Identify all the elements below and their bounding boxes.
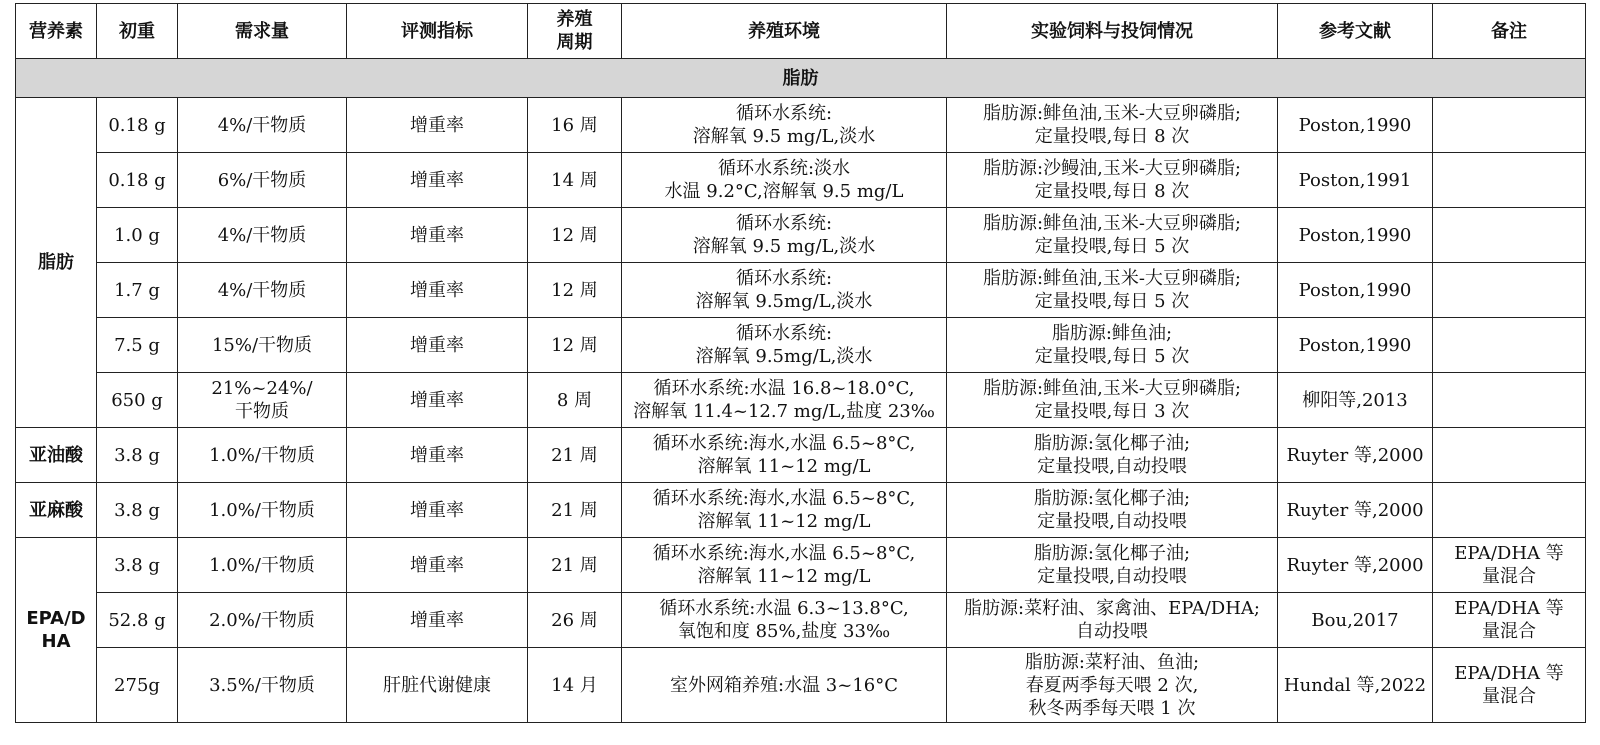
- cell-line: 脂肪源:菜籽油、鱼油;: [1024, 651, 1200, 673]
- nutrient-cell: 亚油酸: [16, 428, 97, 483]
- cell-line: 2.0%/干物质: [209, 609, 315, 631]
- environment-cell: [622, 538, 947, 593]
- header-reference: 参考文献: [1278, 4, 1433, 59]
- initial-weight-cell: 3.8 g: [97, 483, 178, 538]
- header-cycle: [528, 4, 622, 59]
- reference-cell: Ruyter 等,2000: [1278, 428, 1433, 483]
- note-cell: [1433, 373, 1586, 428]
- cell-line: 循环水系统:海水,水温 6.5~8°C,: [652, 433, 916, 454]
- feed-cell: [947, 208, 1278, 263]
- cell-line: 1.0%/干物质: [209, 499, 315, 521]
- environment-cell: [622, 428, 947, 483]
- environment-cell: [622, 483, 947, 538]
- note-cell: [1433, 318, 1586, 373]
- header-row: [16, 4, 1586, 59]
- cell-line: 3.5%/干物质: [209, 674, 315, 696]
- cell-line: 量混合: [1482, 686, 1536, 707]
- feed-cell: [947, 263, 1278, 318]
- cycle-cell: 16 周: [528, 98, 622, 153]
- cycle-cell: 21 周: [528, 428, 622, 483]
- table-body: [16, 59, 1586, 723]
- metric-cell: 增重率: [347, 593, 528, 648]
- header-note: 备注: [1433, 4, 1586, 59]
- initial-weight-cell: 7.5 g: [97, 318, 178, 373]
- initial-weight-cell: 650 g: [97, 373, 178, 428]
- cell-line: 溶解氧 11~12 mg/L: [697, 566, 871, 587]
- environment-cell: [622, 318, 947, 373]
- environment-cell: [622, 208, 947, 263]
- environment-cell: [622, 593, 947, 648]
- cell-line: 循环水系统:: [735, 213, 833, 234]
- initial-weight-cell: 0.18 g: [97, 98, 178, 153]
- feed-cell: [947, 373, 1278, 428]
- environment-cell: [622, 373, 947, 428]
- section-row: [16, 59, 1586, 98]
- cell-line: 秋冬两季每天喂 1 次: [1028, 697, 1196, 719]
- cell-line: EPA/DHA 等: [1454, 663, 1564, 684]
- feed-cell: [947, 538, 1278, 593]
- cell-line: 自动投喂: [1076, 621, 1148, 642]
- header-nutrient: 营养素: [16, 4, 97, 59]
- cell-line: 循环水系统:淡水: [717, 158, 851, 179]
- initial-weight-cell: 3.8 g: [97, 428, 178, 483]
- feed-cell: [947, 483, 1278, 538]
- table-row: [16, 263, 1586, 318]
- feed-cell: [947, 428, 1278, 483]
- cycle-cell: 12 周: [528, 318, 622, 373]
- cell-line: 定量投喂,每日 8 次: [1034, 181, 1190, 202]
- table-row: [16, 373, 1586, 428]
- cell-line: 脂肪源:鲱鱼油,玉米-大豆卵磷脂;: [983, 213, 1241, 234]
- metric-cell: 增重率: [347, 483, 528, 538]
- cell-line: 室外网箱养殖:水温 3~16°C: [670, 674, 898, 696]
- note-cell: [1433, 538, 1586, 593]
- requirement-cell: [178, 593, 347, 648]
- nutrient-cell: 脂肪: [16, 98, 97, 428]
- header-metric: 评测指标: [347, 4, 528, 59]
- cell-line: EPA/DHA 等: [1454, 598, 1564, 619]
- reference-cell: Poston,1990: [1278, 263, 1433, 318]
- table-row: [16, 318, 1586, 373]
- initial-weight-cell: 3.8 g: [97, 538, 178, 593]
- requirement-cell: [178, 538, 347, 593]
- metric-cell: 增重率: [347, 98, 528, 153]
- cell-line: 溶解氧 11~12 mg/L: [697, 511, 871, 532]
- initial-weight-cell: 275g: [97, 648, 178, 723]
- environment-cell: [622, 153, 947, 208]
- requirement-cell: [178, 483, 347, 538]
- feed-cell: [947, 318, 1278, 373]
- header-feed: 实验饲料与投饲情况: [947, 4, 1278, 59]
- note-cell: [1433, 153, 1586, 208]
- cell-line: 溶解氧 9.5mg/L,淡水: [695, 346, 873, 367]
- cycle-cell: 21 周: [528, 538, 622, 593]
- requirement-cell: [178, 98, 347, 153]
- metric-cell: 增重率: [347, 538, 528, 593]
- table-row: [16, 98, 1586, 153]
- initial-weight-cell: 0.18 g: [97, 153, 178, 208]
- table-row: [16, 593, 1586, 648]
- cycle-cell: 14 周: [528, 153, 622, 208]
- cell-line: 量混合: [1482, 621, 1536, 642]
- cycle-cell: 12 周: [528, 208, 622, 263]
- cell-line: 循环水系统:水温 6.3~13.8°C,: [659, 598, 909, 619]
- cell-line: 定量投喂,每日 5 次: [1034, 291, 1190, 312]
- cycle-cell: 8 周: [528, 373, 622, 428]
- header-cycle-line: 周期: [556, 32, 593, 53]
- metric-cell: 肝脏代谢健康: [347, 648, 528, 723]
- cell-line: 脂肪源:沙鳗油,玉米-大豆卵磷脂;: [983, 158, 1241, 179]
- cell-line: 定量投喂,每日 5 次: [1034, 236, 1190, 257]
- cell-line: 春夏两季每天喂 2 次,: [1025, 674, 1199, 696]
- table-row: [16, 483, 1586, 538]
- header-requirement: 需求量: [178, 4, 347, 59]
- cell-line: 15%/干物质: [211, 334, 313, 356]
- table-row: [16, 648, 1586, 723]
- note-cell: [1433, 483, 1586, 538]
- reference-cell: Ruyter 等,2000: [1278, 483, 1433, 538]
- cell-line: 4%/干物质: [217, 114, 307, 136]
- cell-line: 溶解氧 11.4~12.7 mg/L,盐度 23‰: [633, 401, 935, 422]
- cell-line: 1.0%/干物质: [209, 554, 315, 576]
- cell-line: 氧饱和度 85%,盐度 33‰: [677, 621, 891, 642]
- reference-cell: Poston,1990: [1278, 318, 1433, 373]
- requirement-cell: [178, 263, 347, 318]
- requirement-cell: [178, 428, 347, 483]
- header-cycle-line: 养殖: [556, 9, 593, 30]
- reference-cell: 柳阳等,2013: [1278, 373, 1433, 428]
- metric-cell: 增重率: [347, 318, 528, 373]
- cycle-cell: 21 周: [528, 483, 622, 538]
- nutrient-cell: 亚麻酸: [16, 483, 97, 538]
- feed-cell: [947, 153, 1278, 208]
- requirement-cell: [178, 318, 347, 373]
- requirement-cell: [178, 153, 347, 208]
- reference-cell: Ruyter 等,2000: [1278, 538, 1433, 593]
- cell-line: 量混合: [1482, 566, 1536, 587]
- reference-cell: Bou,2017: [1278, 593, 1433, 648]
- table-row: [16, 428, 1586, 483]
- section-title: 脂肪: [16, 59, 1586, 98]
- cycle-cell: 14 月: [528, 648, 622, 723]
- cell-line: 循环水系统:: [735, 103, 833, 124]
- environment-cell: [622, 263, 947, 318]
- table-row: [16, 208, 1586, 263]
- metric-cell: 增重率: [347, 153, 528, 208]
- cell-line: 水温 9.2°C,溶解氧 9.5 mg/L: [664, 181, 904, 202]
- environment-cell: [622, 648, 947, 723]
- cycle-cell: 26 周: [528, 593, 622, 648]
- header-initial-weight: 初重: [97, 4, 178, 59]
- requirement-cell: [178, 208, 347, 263]
- cell-line: 脂肪源:菜籽油、家禽油、EPA/DHA;: [964, 598, 1260, 619]
- cell-line: 循环水系统:: [735, 268, 833, 289]
- cell-line: 脂肪源:氢化椰子油;: [1033, 488, 1191, 509]
- cell-line: 脂肪源:氢化椰子油;: [1033, 433, 1191, 454]
- cell-line: 21%~24%/: [211, 378, 313, 399]
- cell-line: 脂肪源:鲱鱼油,玉米-大豆卵磷脂;: [983, 378, 1241, 399]
- cell-line: 1.0%/干物质: [209, 444, 315, 466]
- cell-line: 溶解氧 11~12 mg/L: [697, 456, 871, 477]
- cell-line: 溶解氧 9.5 mg/L,淡水: [692, 236, 876, 257]
- cell-line: 定量投喂,自动投喂: [1037, 456, 1187, 477]
- reference-cell: Hundal 等,2022: [1278, 648, 1433, 723]
- environment-cell: [622, 98, 947, 153]
- cell-line: 脂肪源:鲱鱼油;: [1051, 323, 1173, 344]
- initial-weight-cell: 1.7 g: [97, 263, 178, 318]
- requirement-cell: [178, 373, 347, 428]
- cycle-cell: 12 周: [528, 263, 622, 318]
- initial-weight-cell: 1.0 g: [97, 208, 178, 263]
- nutrient-cell: [16, 538, 97, 723]
- table-row: [16, 538, 1586, 593]
- cell-line: 循环水系统:水温 16.8~18.0°C,: [653, 378, 915, 399]
- feed-cell: [947, 98, 1278, 153]
- cell-line: 溶解氧 9.5mg/L,淡水: [695, 291, 873, 312]
- cell-line: 循环水系统:海水,水温 6.5~8°C,: [652, 543, 916, 564]
- cell-line: EPA/DHA 等: [1454, 543, 1564, 564]
- cell-line: 定量投喂,每日 8 次: [1034, 126, 1190, 147]
- cell-line: 脂肪源:氢化椰子油;: [1033, 543, 1191, 564]
- note-cell: [1433, 98, 1586, 153]
- cell-line: 4%/干物质: [217, 224, 307, 246]
- metric-cell: 增重率: [347, 208, 528, 263]
- cell-line: 脂肪源:鲱鱼油,玉米-大豆卵磷脂;: [983, 268, 1241, 289]
- cell-line: 6%/干物质: [217, 169, 307, 191]
- header-environment: 养殖环境: [622, 4, 947, 59]
- feed-cell: [947, 648, 1278, 723]
- cell-line: 脂肪源:鲱鱼油,玉米-大豆卵磷脂;: [983, 103, 1241, 124]
- note-cell: [1433, 263, 1586, 318]
- cell-line: HA: [41, 631, 71, 652]
- reference-cell: Poston,1990: [1278, 98, 1433, 153]
- initial-weight-cell: 52.8 g: [97, 593, 178, 648]
- note-cell: [1433, 593, 1586, 648]
- cell-line: 定量投喂,每日 5 次: [1034, 346, 1190, 367]
- reference-cell: Poston,1991: [1278, 153, 1433, 208]
- note-cell: [1433, 428, 1586, 483]
- cell-line: 定量投喂,自动投喂: [1037, 566, 1187, 587]
- cell-line: 4%/干物质: [217, 279, 307, 301]
- metric-cell: 增重率: [347, 428, 528, 483]
- cell-line: EPA/D: [26, 608, 86, 629]
- feed-cell: [947, 593, 1278, 648]
- note-cell: [1433, 648, 1586, 723]
- cell-line: 循环水系统:: [735, 323, 833, 344]
- metric-cell: 增重率: [347, 373, 528, 428]
- cell-line: 定量投喂,自动投喂: [1037, 511, 1187, 532]
- cell-line: 循环水系统:海水,水温 6.5~8°C,: [652, 488, 916, 509]
- metric-cell: 增重率: [347, 263, 528, 318]
- cell-line: 干物质: [235, 401, 289, 422]
- data-table: [15, 3, 1586, 723]
- cell-line: 定量投喂,每日 3 次: [1034, 401, 1190, 422]
- reference-cell: Poston,1990: [1278, 208, 1433, 263]
- table-row: [16, 153, 1586, 208]
- note-cell: [1433, 208, 1586, 263]
- requirement-cell: [178, 648, 347, 723]
- cell-line: 溶解氧 9.5 mg/L,淡水: [692, 126, 876, 147]
